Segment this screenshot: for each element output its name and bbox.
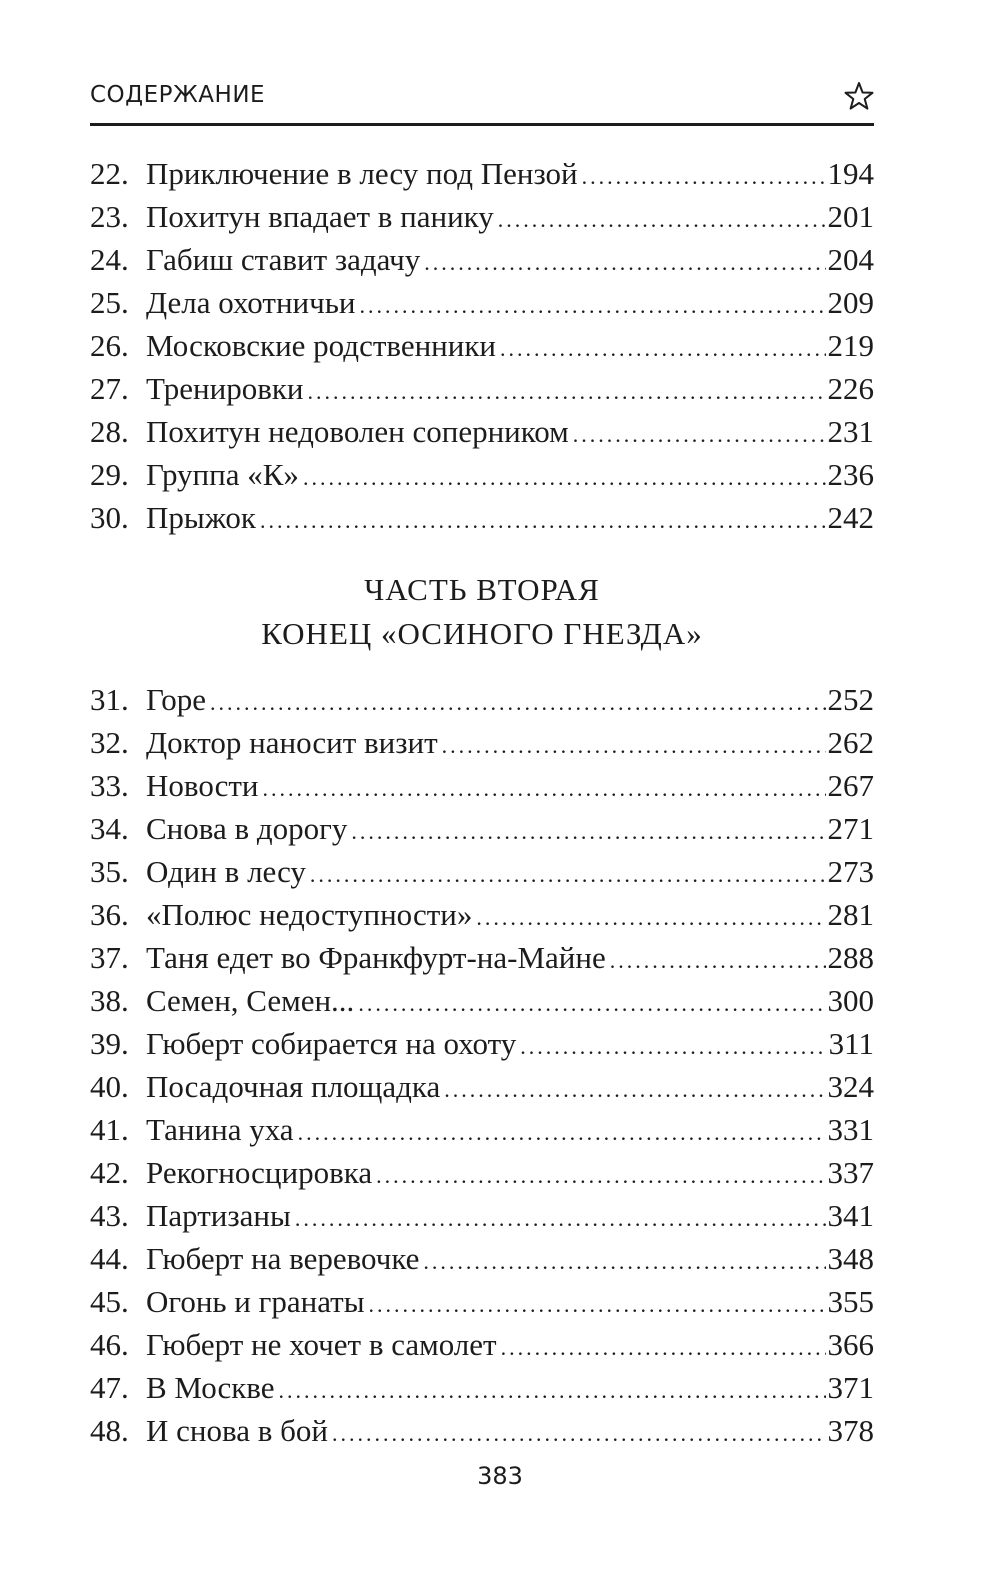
toc-entry-page: 236 [827, 457, 874, 492]
dot-leader [332, 1412, 826, 1455]
toc-entry-title: Доктор наносит визит [146, 725, 438, 760]
toc-entry-page: 204 [827, 242, 874, 277]
toc-entry-page: 209 [827, 285, 874, 320]
toc-entry-page: 366 [827, 1327, 874, 1362]
dot-leader [359, 284, 825, 327]
dot-leader [376, 1154, 825, 1197]
toc-entry-page: 226 [827, 371, 874, 406]
toc-entry [90, 281, 874, 324]
toc-entry-page: 262 [827, 725, 874, 760]
toc-entry-title: Семен, Семен... [146, 983, 355, 1018]
toc-entry-number: 33. [90, 768, 129, 803]
toc-entry-number: 43. [90, 1198, 129, 1233]
toc-entry [90, 1409, 874, 1452]
toc-entry [90, 1108, 874, 1151]
part-two-number: ЧАСТЬ ВТОРАЯ [364, 572, 600, 607]
toc-entry-title: Партизаны [146, 1198, 291, 1233]
toc-entry-number: 31. [90, 682, 129, 717]
toc-entry-title: Снова в дорогу [146, 811, 348, 846]
toc-entry-title: Один в лесу [146, 854, 306, 889]
toc-entry-page: 371 [827, 1370, 874, 1405]
toc-entry [90, 1323, 874, 1366]
dot-leader [500, 327, 825, 370]
toc-entry-title: Габиш ставит задачу [146, 242, 421, 277]
toc-entry-title: Группа «К» [146, 457, 299, 492]
toc-entry [90, 1022, 874, 1065]
toc-entry [90, 893, 874, 936]
toc-entry-title: Рекогносцировка [146, 1155, 373, 1190]
dot-leader [298, 1111, 826, 1154]
toc-entry-title: Московские родственники [146, 328, 497, 363]
toc-entry-number: 25. [90, 285, 129, 320]
dot-leader [444, 1068, 825, 1111]
toc-entry-page: 271 [827, 811, 874, 846]
toc-entry [90, 1366, 874, 1409]
toc-entry [90, 1280, 874, 1323]
part-two-heading [90, 568, 874, 656]
toc-entry-title: Таня едет во Франкфурт-на-Майне [146, 940, 606, 975]
header-rule [90, 123, 874, 126]
toc-entry-number: 44. [90, 1241, 129, 1276]
toc-entry-title: Тренировки [146, 371, 304, 406]
toc-entry-title: Гюберт на веревочке [146, 1241, 420, 1276]
dot-leader [358, 982, 825, 1025]
toc-entry-number: 26. [90, 328, 129, 363]
toc-entry-number: 34. [90, 811, 129, 846]
toc-entry-page: 348 [827, 1241, 874, 1276]
toc-entry-title: «Полюс недоступности» [146, 897, 473, 932]
toc-entry [90, 496, 874, 539]
toc-entry-number: 27. [90, 371, 129, 406]
toc-entry [90, 324, 874, 367]
running-header [90, 78, 874, 120]
toc-entry-title: Новости [146, 768, 259, 803]
toc-entry-page: 219 [827, 328, 874, 363]
toc-entry-title: Похитун недоволен соперником [146, 414, 569, 449]
toc-entry-page: 341 [827, 1198, 874, 1233]
dot-leader [476, 896, 825, 939]
dot-leader [498, 198, 826, 241]
toc-entry-page: 337 [827, 1155, 874, 1190]
toc-entry-page: 300 [827, 983, 874, 1018]
dot-leader [260, 499, 826, 542]
toc-entry [90, 453, 874, 496]
toc-entry [90, 1194, 874, 1237]
toc-entry-number: 30. [90, 500, 129, 535]
toc-entry-page: 201 [827, 199, 874, 234]
toc-entry-title: Похитун впадает в панику [146, 199, 494, 234]
toc-entry-number: 22. [90, 156, 129, 191]
dot-leader [582, 155, 826, 198]
toc-entry-title: Огонь и гранаты [146, 1284, 365, 1319]
toc-entry-page: 355 [827, 1284, 874, 1319]
toc-entry [90, 807, 874, 850]
toc-entry-number: 38. [90, 983, 129, 1018]
toc-entry-number: 28. [90, 414, 129, 449]
toc-entry-number: 32. [90, 725, 129, 760]
toc-entry-number: 39. [90, 1026, 129, 1061]
running-header-title: СОДЕРЖАНИЕ [90, 82, 266, 108]
toc-entry-title: И снова в бой [146, 1413, 328, 1448]
toc-entry [90, 936, 874, 979]
toc-entry-title: Гюберт собирается на охоту [146, 1026, 517, 1061]
dot-leader [310, 853, 826, 896]
toc-entry-number: 35. [90, 854, 129, 889]
dot-leader [307, 370, 825, 413]
toc-entry [90, 1237, 874, 1280]
toc-entry-number: 45. [90, 1284, 129, 1319]
toc-entry-page: 378 [827, 1413, 874, 1448]
toc-entry-title: Прыжок [146, 500, 256, 535]
dot-leader [520, 1025, 826, 1068]
dot-leader [279, 1369, 826, 1412]
dot-leader [303, 456, 826, 499]
dot-leader [210, 681, 826, 724]
toc-entry-number: 24. [90, 242, 129, 277]
toc-entry-page: 331 [827, 1112, 874, 1147]
dot-leader [610, 939, 826, 982]
toc-entry [90, 721, 874, 764]
dot-leader [351, 810, 825, 853]
toc-entry [90, 152, 874, 195]
toc-entry-page: 288 [827, 940, 874, 975]
toc-entry-page: 273 [827, 854, 874, 889]
toc-entry-page: 194 [827, 156, 874, 191]
toc-entry-title: В Москве [146, 1370, 275, 1405]
toc-entry-title: Посадочная площадка [146, 1069, 441, 1104]
toc-entry [90, 979, 874, 1022]
dot-leader [573, 413, 826, 456]
toc-entry [90, 1151, 874, 1194]
part-two-title: КОНЕЦ «ОСИНОГО ГНЕЗДА» [261, 616, 703, 651]
dot-leader [295, 1197, 826, 1240]
toc-entry-number: 23. [90, 199, 129, 234]
toc-entry-number: 37. [90, 940, 129, 975]
toc-entry [90, 1065, 874, 1108]
dot-leader [442, 724, 826, 767]
star-outline-icon [844, 81, 874, 111]
page-number: 383 [477, 1462, 523, 1490]
toc-entry [90, 410, 874, 453]
toc-entry-page: 281 [827, 897, 874, 932]
toc-entry-page: 231 [827, 414, 874, 449]
dot-leader [424, 241, 825, 284]
dot-leader [262, 767, 825, 810]
toc-entry [90, 195, 874, 238]
toc-entry-title: Горе [146, 682, 206, 717]
toc-entry-number: 40. [90, 1069, 129, 1104]
toc-entry-title: Приключение в лесу под Пензой [146, 156, 578, 191]
toc-entry-number: 42. [90, 1155, 129, 1190]
toc-entry-number: 48. [90, 1413, 129, 1448]
toc-entry [90, 850, 874, 893]
dot-leader [501, 1326, 826, 1369]
toc-entry [90, 764, 874, 807]
toc-list-part-one [90, 152, 874, 539]
toc-entry-page: 252 [827, 682, 874, 717]
toc-entry-page: 267 [827, 768, 874, 803]
dot-leader [369, 1283, 826, 1326]
toc-entry-number: 36. [90, 897, 129, 932]
dot-leader [423, 1240, 825, 1283]
toc-list-part-two [90, 678, 874, 1452]
toc-entry-title: Танина уха [146, 1112, 294, 1147]
toc-entry-number: 41. [90, 1112, 129, 1147]
toc-entry [90, 238, 874, 281]
toc-entry [90, 367, 874, 410]
toc-entry-page: 324 [827, 1069, 874, 1104]
toc-entry-page: 311 [828, 1026, 874, 1061]
toc-entry-number: 47. [90, 1370, 129, 1405]
toc-entry-title: Дела охотничьи [146, 285, 356, 320]
toc-entry [90, 678, 874, 721]
toc-entry-number: 29. [90, 457, 129, 492]
toc-entry-number: 46. [90, 1327, 129, 1362]
toc-entry-title: Гюберт не хочет в самолет [146, 1327, 497, 1362]
toc-entry-page: 242 [827, 500, 874, 535]
